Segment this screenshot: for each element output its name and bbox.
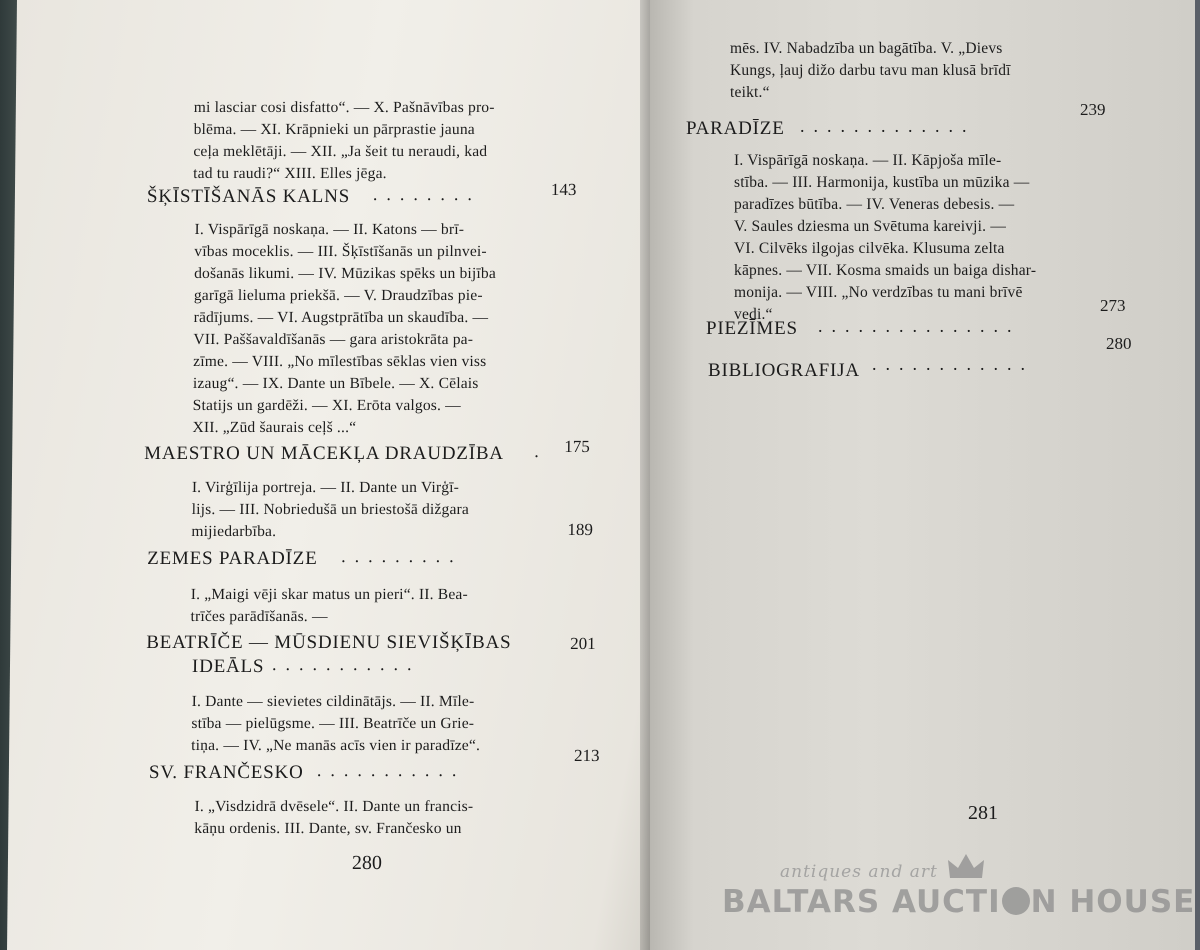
entry-line: lijs. — III. Nobriedušā un briestošā dižgara bbox=[191, 501, 470, 518]
section-page-number: 239 bbox=[1080, 100, 1106, 119]
entry-line: stība — pielūgsme. — III. Beatrīče un Grie- bbox=[191, 715, 475, 732]
leader-dots: ........... bbox=[271, 654, 421, 674]
section-page-number: 175 bbox=[564, 437, 590, 456]
entry-line: tiņa. — IV. „Ne manās acīs vien ir paradīze“. bbox=[191, 737, 481, 754]
section-page-number: 273 bbox=[1100, 296, 1126, 315]
section-page-number: 213 bbox=[573, 746, 600, 765]
entry-line: I. Dante — sievietes cildinātājs. — II. Mīle- bbox=[191, 693, 475, 710]
intro-line: teikt.“ bbox=[730, 84, 770, 101]
entry-line: garīgā lieluma priekšā. — V. Draudzības pie- bbox=[193, 287, 483, 304]
entry-line: I. Vispārīgā noskaņa. — II. Katons — brī- bbox=[194, 221, 465, 238]
section-title: MAESTRO UN MĀCEKĻA DRAUDZĪBA bbox=[144, 443, 505, 464]
entry-line: VII. Paššavaldīšanās — gara aristokrāta pa- bbox=[193, 331, 474, 348]
intro-line: mi lasciar cosi disfatto“. — X. Pašnāvības pro- bbox=[193, 99, 495, 116]
intro-line: Kungs, ļauj dižo darbu tavu man klusā brīdī bbox=[730, 62, 1011, 79]
crown-o-icon bbox=[1002, 887, 1030, 915]
entry-line: mijiedarbība. bbox=[191, 523, 277, 540]
leader-dots: . bbox=[534, 441, 548, 461]
crown-icon bbox=[946, 852, 986, 884]
watermark-brand bbox=[722, 884, 1195, 920]
entry-line: Statijs un gardēži. — XI. Erōta valgos. — bbox=[192, 397, 462, 414]
leader-dots: ........ bbox=[372, 184, 482, 204]
intro-line: ceļa meklētāji. — XII. „Ja šeit tu neraudi, kad bbox=[193, 143, 488, 160]
leader-dots: ........... bbox=[316, 760, 466, 780]
entry-line: rādījums. — VI. Augstprātība un skaudība. — bbox=[193, 309, 489, 326]
entry-line: kāņu ordenis. III. Dante, sv. Frančesko un bbox=[194, 820, 462, 837]
intro-line: tad tu raudi?“ XIII. Elles jēga. bbox=[193, 165, 387, 182]
entry-line: kāpnes. — VII. Kosma smaids un baiga dishar- bbox=[734, 262, 1037, 279]
entry-line: stība. — III. Harmonija, kustība un mūzika — bbox=[734, 174, 1030, 191]
section-page-number: 189 bbox=[567, 520, 594, 539]
entry-line: V. Saules dziesma un Svētuma kareivji. — bbox=[734, 218, 1007, 235]
leader-dots: ............. bbox=[800, 116, 976, 136]
leader-dots: ............ bbox=[872, 354, 1034, 374]
entry-line: došanās likumi. — IV. Mūzikas spēks un bijība bbox=[194, 265, 497, 282]
entry-line: paradīzes būtība. — IV. Veneras debesis. — bbox=[734, 196, 1015, 213]
entry-line: VI. Cilvēks ilgojas cilvēka. Klusuma zelta bbox=[734, 240, 1005, 257]
entry-line: izaug“. — IX. Dante un Bībele. — X. Cēlais bbox=[192, 375, 479, 392]
entry-line: I. Virģīlija portreja. — II. Dante un Virģī- bbox=[191, 479, 460, 496]
left-page bbox=[7, 0, 685, 950]
section-title: ŠĶĪSTĪŠANĀS KALNS bbox=[146, 186, 351, 207]
section-title: BIBLIOGRAFIJA bbox=[708, 360, 860, 381]
leader-dots: ............... bbox=[818, 316, 1021, 336]
leader-dots: ......... bbox=[341, 546, 463, 566]
entry-line: I. „Visdzidrā dvēsele“. II. Dante un francis- bbox=[194, 798, 474, 815]
section-page-number: 201 bbox=[570, 634, 596, 653]
intro-line: blēma. — XI. Krāpnieki un pārprastie jauna bbox=[193, 121, 475, 138]
section-title: ZEMES PARADĪZE bbox=[147, 548, 318, 569]
watermark-brand-part2: N HOUSE bbox=[1030, 884, 1196, 920]
right-page bbox=[650, 0, 1195, 950]
page-number-right: 281 bbox=[968, 802, 998, 824]
intro-line: mēs. IV. Nabadzība un bagātība. V. „Dievs bbox=[730, 40, 1003, 57]
page-number-left: 280 bbox=[351, 852, 383, 874]
entry-line: XII. „Zūd šaurais ceļš ...“ bbox=[192, 419, 357, 436]
watermark-tagline: antiques and art bbox=[780, 862, 938, 882]
section-title: PARADĪZE bbox=[686, 118, 785, 139]
section-page-number: 143 bbox=[550, 180, 577, 199]
entry-line: I. Vispārīgā noskaņa. — II. Kāpjoša mīle- bbox=[734, 152, 1002, 169]
section-title: PIEZĪMES bbox=[706, 318, 798, 339]
section-title: BEATRĪČE — MŪSDIENU SIEVIŠĶĪBAS bbox=[146, 632, 512, 653]
entry-line: I. „Maigi vēji skar matus un pieri“. II. Bea- bbox=[190, 586, 468, 603]
entry-line: vības moceklis. — III. Šķīstīšanās un pilnvei- bbox=[194, 243, 487, 260]
watermark-brand-part1: BALTARS AUCTI bbox=[722, 884, 1001, 920]
entry-line: zīme. — VIII. „No mīlestības sēklas vien viss bbox=[193, 353, 487, 370]
entry-line: trīčes parādīšanās. — bbox=[190, 608, 328, 625]
section-title: SV. FRANČESKO bbox=[148, 762, 304, 783]
entry-line: vedi.“ bbox=[734, 306, 773, 323]
section-page-number: 280 bbox=[1106, 334, 1132, 353]
section-title-continued: IDEĀLS bbox=[191, 656, 265, 677]
entry-line: monija. — VIII. „No verdzības tu mani brīvē bbox=[734, 284, 1023, 301]
